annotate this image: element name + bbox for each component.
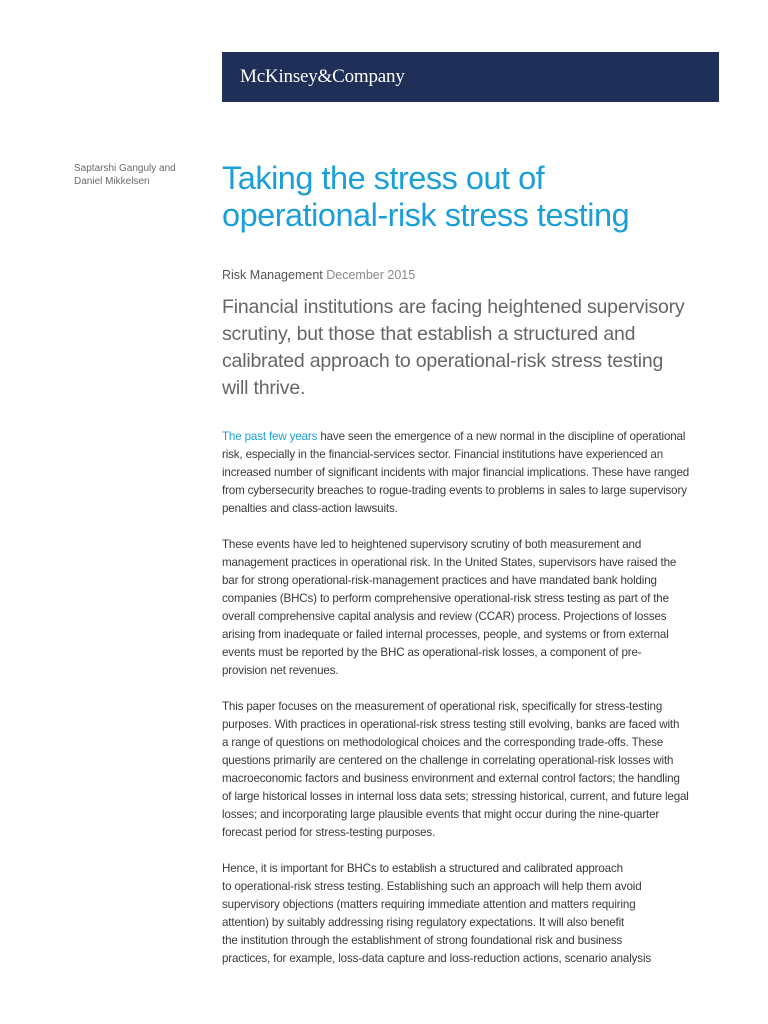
body-line: macroeconomic factors and business environment and external control factors; the handling <box>222 772 680 785</box>
publication-date: December 2015 <box>326 268 416 282</box>
body-paragraph-2 <box>222 536 722 680</box>
body-paragraph-1 <box>222 428 722 518</box>
body-line: questions primarily are centered on the challenge in correlating operational-risk losses with <box>222 754 674 767</box>
body-line: bar for strong operational-risk-management practices and have mandated bank holding <box>222 574 657 587</box>
article-dek <box>222 294 722 402</box>
author-byline <box>74 162 214 188</box>
body-line: the institution through the establishment of strong foundational risk and business <box>222 934 623 947</box>
masthead-banner <box>222 52 719 102</box>
article-body <box>222 428 722 986</box>
body-line: purposes. With practices in operational-risk stress testing still evolving, banks are faced with <box>222 718 680 731</box>
body-line: supervisory objections (matters requiring immediate attention and matters requiring <box>222 898 636 911</box>
mckinsey-logo: McKinsey&Company <box>240 66 405 87</box>
article-title <box>222 160 722 234</box>
dek-line: calibrated approach to operational-risk stress testing <box>222 350 664 372</box>
body-line: provision net revenues. <box>222 664 339 677</box>
body-line <box>222 428 722 446</box>
article-meta <box>222 267 415 283</box>
title-line: operational-risk stress testing <box>222 197 630 233</box>
body-line: arising from inadequate or failed internal processes, people, and systems or from external <box>222 628 669 641</box>
body-line: penalties and class-action lawsuits. <box>222 502 398 515</box>
dek-line: scrutiny, but those that establish a structured and <box>222 323 636 345</box>
body-line: to operational-risk stress testing. Establishing such an approach will help them avoid <box>222 880 642 893</box>
body-line: events must be reported by the BHC as operational-risk losses, a component of pre- <box>222 646 642 659</box>
body-line: This paper focuses on the measurement of operational risk, specifically for stress-testing <box>222 700 663 713</box>
section-label: Risk Management <box>222 268 323 282</box>
body-line: overall comprehensive capital analysis and review (CCAR) process. Projections of losses <box>222 610 667 623</box>
body-line: These events have led to heightened supervisory scrutiny of both measurement and <box>222 538 642 551</box>
body-line: attention) by suitably addressing rising regulatory expectations. It will also benefit <box>222 916 625 929</box>
body-line: from cybersecurity breaches to rogue-trading events to problems in sales to large supervisory <box>222 484 687 497</box>
dek-line: Financial institutions are facing heightened supervisory <box>222 296 685 318</box>
author-line: Daniel Mikkelsen <box>74 176 150 187</box>
body-line: losses; and incorporating large plausible events that might occur during the nine-quarter <box>222 808 660 821</box>
body-line-rest: have seen the emergence of a new normal in the discipline of operational <box>317 430 686 443</box>
body-line: Hence, it is important for BHCs to establish a structured and calibrated approach <box>222 862 623 875</box>
body-line: increased number of significant incidents with major financial implications. These have ranged <box>222 466 690 479</box>
body-line: forecast period for stress-testing purposes. <box>222 826 436 839</box>
body-paragraph-4 <box>222 860 722 968</box>
body-line: practices, for example, loss-data capture and loss-reduction actions, scenario analysis <box>222 952 652 965</box>
title-line: Taking the stress out of <box>222 160 545 196</box>
body-line: risk, especially in the financial-services sector. Financial institutions have experienced an <box>222 448 664 461</box>
body-paragraph-3 <box>222 698 722 842</box>
dek-line: will thrive. <box>222 377 306 399</box>
body-line: a range of questions on methodological choices and the corresponding trade-offs. These <box>222 736 664 749</box>
body-line: management practices in operational risk. In the United States, supervisors have raised the <box>222 556 677 569</box>
lead-in-text: The past few years <box>222 430 318 443</box>
author-line: Saptarshi Ganguly and <box>74 163 176 174</box>
body-line: of large historical losses in internal loss data sets; stressing historical, current, and future legal <box>222 790 689 803</box>
body-line: companies (BHCs) to perform comprehensive operational-risk stress testing as part of the <box>222 592 669 605</box>
